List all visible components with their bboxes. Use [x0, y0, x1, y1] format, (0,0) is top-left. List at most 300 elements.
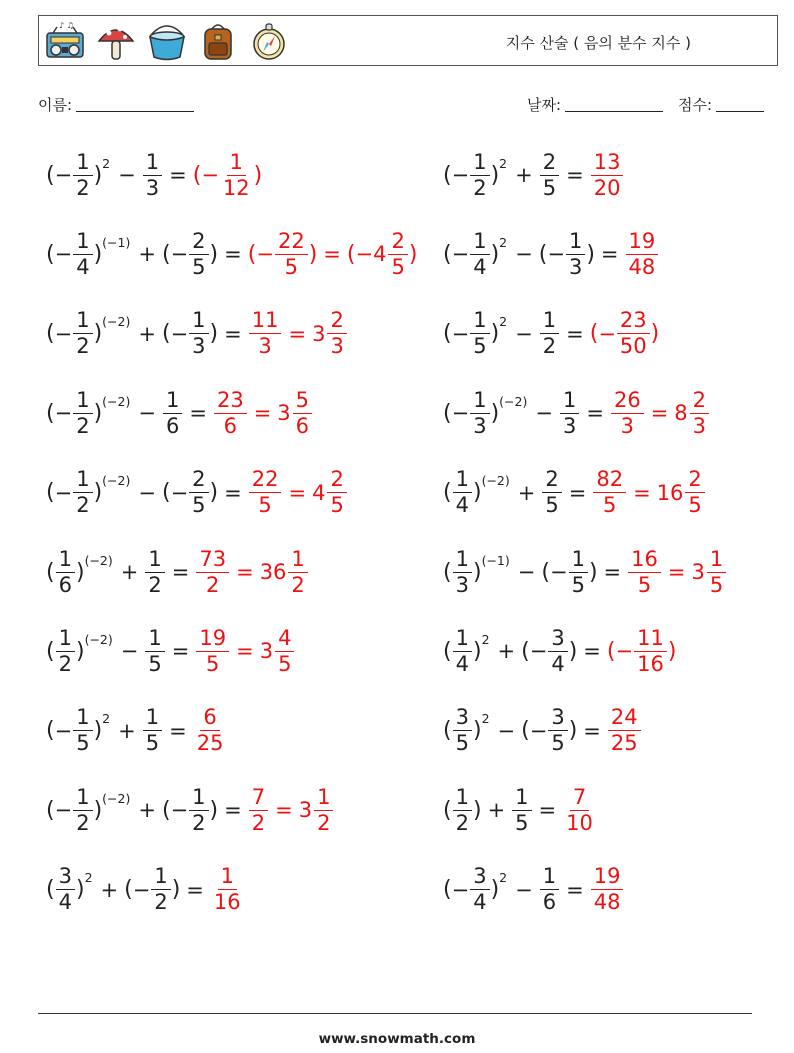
answer [592, 469, 705, 516]
fraction [73, 149, 92, 200]
parenthesis: ) [408, 241, 418, 267]
fraction-term [452, 625, 473, 676]
fraction [151, 866, 170, 913]
fraction-term [201, 149, 253, 200]
operator: − [515, 242, 533, 267]
fraction [453, 625, 472, 676]
equals-sign: = [169, 718, 187, 743]
answer [590, 866, 625, 913]
parenthesis: ) [93, 321, 103, 347]
denominator: 2 [473, 175, 487, 200]
exponent: 2 [102, 711, 111, 727]
fraction-term [590, 866, 625, 913]
numerator: 2 [540, 152, 559, 176]
fraction [569, 546, 588, 597]
minus-sign: − [54, 798, 73, 823]
fraction [453, 546, 472, 597]
whole-number: 3 [277, 401, 291, 426]
fraction-term [326, 469, 347, 516]
denominator: 5 [455, 731, 469, 756]
denominator: 5 [192, 254, 206, 279]
numerator: 5 [293, 390, 312, 414]
equals-sign: = [566, 163, 584, 187]
problem-item [46, 621, 295, 681]
parenthesis: ) [93, 718, 103, 744]
numerator: 1 [453, 469, 472, 493]
whole-number: 36 [259, 560, 287, 584]
fraction-term [530, 707, 569, 754]
operator: + [138, 242, 156, 267]
numerator: 1 [73, 707, 92, 731]
operator: − [120, 639, 139, 664]
denominator: 5 [603, 493, 617, 518]
denominator: 48 [628, 254, 656, 279]
exponent: (−2) [84, 631, 113, 647]
fraction-term [55, 866, 76, 913]
parenthesis: ( [46, 321, 55, 347]
numerator: 1 [512, 787, 531, 811]
parenthesis: ) [472, 480, 482, 506]
parenthesis: ) [490, 241, 500, 267]
fraction [249, 784, 268, 835]
numerator: 1 [73, 152, 92, 176]
parenthesis: ) [472, 797, 482, 823]
whole-number: 3 [298, 798, 313, 823]
denominator: 5 [148, 651, 162, 676]
fraction [275, 228, 308, 279]
denominator: 6 [223, 413, 237, 438]
fraction-term [144, 546, 165, 597]
denominator: 5 [473, 334, 487, 359]
exponent: 2 [84, 870, 93, 886]
fraction-term [387, 228, 408, 279]
parenthesis: ( [521, 638, 530, 664]
fraction-term [54, 784, 94, 835]
fraction-term [133, 866, 172, 913]
worksheet-title: 지수 산술 ( 음의 분수 지수 ) [505, 34, 691, 52]
numerator: 1 [560, 390, 579, 414]
numerator: 3 [453, 707, 472, 731]
answer [607, 707, 642, 754]
numerator: 2 [690, 390, 709, 414]
problem-expression [46, 784, 219, 835]
parenthesis: ) [253, 162, 263, 188]
operator: + [120, 560, 139, 584]
denominator: 5 [258, 493, 272, 518]
numerator: 1 [143, 707, 162, 731]
exponent: 2 [102, 155, 111, 171]
exponent: 2 [499, 155, 508, 171]
operator: − [535, 401, 553, 426]
fraction [470, 149, 489, 200]
minus-sign: − [170, 798, 189, 823]
minus-sign: − [529, 718, 548, 743]
numerator: 3 [548, 628, 567, 652]
denominator: 3 [473, 413, 487, 438]
operator: − [517, 560, 536, 584]
operator: − [497, 718, 516, 743]
fraction [548, 707, 567, 754]
fraction [327, 310, 346, 357]
denominator: 2 [76, 810, 90, 835]
parenthesis: ( [443, 797, 452, 823]
problem-item [443, 463, 706, 523]
parenthesis: ( [443, 400, 452, 426]
denominator: 48 [593, 890, 621, 915]
minus-sign: − [54, 321, 73, 346]
numerator: 23 [617, 310, 650, 334]
operator: − [138, 480, 156, 505]
problem-item [443, 780, 597, 840]
parenthesis: ) [490, 877, 500, 903]
answer [195, 546, 308, 597]
operator: = [236, 560, 254, 584]
numerator: 23 [214, 390, 247, 414]
equals-sign: = [186, 877, 204, 902]
fraction-term [452, 546, 473, 597]
problem-item [443, 542, 727, 602]
fraction [73, 387, 92, 438]
equals-sign: = [224, 321, 242, 346]
parenthesis: ( [192, 162, 202, 188]
denominator: 2 [251, 810, 266, 835]
denominator: 3 [330, 334, 344, 359]
exponent: (−2) [499, 393, 528, 409]
exponent: (−2) [481, 473, 510, 489]
problem-expression [46, 228, 219, 279]
numerator: 26 [611, 390, 644, 414]
equals-sign: = [600, 242, 619, 267]
equals-sign: = [171, 639, 190, 664]
fraction [73, 310, 92, 357]
fraction [73, 469, 92, 516]
fraction [591, 149, 624, 200]
denominator: 2 [58, 651, 72, 676]
fraction-term [55, 469, 94, 516]
problem-item [443, 145, 624, 205]
answer [247, 228, 418, 279]
denominator: 5 [391, 254, 405, 279]
denominator: 16 [637, 651, 664, 676]
fraction-term [615, 625, 668, 676]
denominator: 5 [145, 731, 160, 756]
parenthesis: ) [490, 400, 500, 426]
numerator: 1 [288, 549, 307, 573]
equals-sign: = [538, 798, 557, 823]
parenthesis: ) [308, 241, 318, 267]
fraction-term [55, 707, 94, 754]
numerator: 1 [143, 152, 162, 176]
denominator: 2 [76, 334, 90, 359]
denominator: 4 [455, 651, 469, 676]
parenthesis: ) [568, 718, 578, 744]
equals-sign: = [169, 163, 187, 187]
fraction [593, 469, 626, 516]
numerator: 1 [73, 469, 92, 493]
fraction-term [313, 784, 334, 835]
fraction-term [195, 625, 230, 676]
denominator: 12 [222, 175, 250, 200]
parenthesis: ( [161, 480, 171, 506]
footer-divider [38, 1013, 752, 1014]
numerator: 19 [196, 628, 229, 652]
numerator: 19 [626, 231, 659, 255]
denominator: 5 [688, 493, 702, 518]
operator: + [517, 480, 536, 505]
numerator: 73 [196, 549, 229, 573]
parenthesis: ( [46, 480, 55, 506]
fraction-term [539, 149, 560, 200]
parenthesis: ( [443, 718, 452, 744]
fraction-term [171, 310, 210, 357]
whole-number: 3 [259, 639, 274, 664]
fraction [249, 310, 282, 357]
fraction [453, 784, 472, 835]
denominator: 4 [455, 493, 469, 518]
problem-item [443, 860, 624, 920]
denominator: 3 [562, 413, 577, 438]
equals-sign: = [583, 718, 601, 743]
denominator: 2 [455, 810, 469, 835]
numerator: 19 [591, 866, 624, 890]
answer [248, 469, 348, 516]
fraction-term [539, 310, 560, 357]
fraction-term [54, 228, 94, 279]
answer [210, 866, 245, 913]
fraction-term [55, 625, 76, 676]
equals-sign: = [568, 480, 587, 505]
minus-sign: − [598, 321, 616, 346]
numerator: 1 [566, 231, 585, 255]
fraction-term [452, 707, 473, 754]
parenthesis: ( [46, 241, 55, 267]
denominator: 4 [473, 890, 487, 915]
fraction-term [451, 228, 491, 279]
operator: = [650, 401, 669, 426]
minus-sign: − [54, 401, 73, 426]
parenthesis: ) [209, 797, 219, 823]
operator: − [138, 401, 156, 426]
parenthesis: ( [443, 559, 452, 585]
fraction-term [144, 625, 165, 676]
denominator: 16 [213, 890, 241, 915]
exponent: 2 [499, 870, 508, 886]
fraction-term [559, 387, 580, 438]
denominator: 5 [551, 731, 565, 756]
numerator: 24 [608, 707, 641, 731]
exponent: (−2) [102, 314, 131, 330]
denominator: 4 [76, 254, 90, 279]
fraction-term [54, 149, 94, 200]
parenthesis: ( [521, 718, 530, 744]
denominator: 5 [76, 731, 90, 756]
denominator: 4 [473, 254, 487, 279]
denominator: 5 [571, 572, 585, 597]
numerator: 13 [591, 152, 624, 176]
whole-number: −4 [355, 242, 387, 267]
operator: − [515, 321, 533, 346]
parenthesis: ( [46, 559, 55, 585]
problem-expression [443, 866, 560, 913]
parenthesis: ) [75, 559, 85, 585]
denominator: 3 [145, 175, 160, 200]
problem-item [46, 860, 245, 920]
numerator: 1 [56, 549, 75, 573]
equals-sign: = [189, 401, 207, 426]
fraction [540, 310, 559, 357]
fraction [56, 625, 75, 676]
answer [562, 784, 597, 835]
parenthesis: ( [161, 241, 171, 267]
fraction-term [452, 469, 473, 516]
minus-sign: − [54, 718, 73, 743]
answer [248, 310, 348, 357]
operator: + [487, 798, 506, 823]
fraction-term [54, 387, 94, 438]
fraction-term [549, 546, 589, 597]
answer [590, 149, 625, 200]
fraction [512, 784, 531, 835]
numerator: 3 [548, 707, 567, 731]
numerator: 11 [249, 310, 282, 334]
whole-number: 3 [691, 560, 705, 584]
fraction-term [256, 228, 308, 279]
denominator: 4 [551, 651, 565, 676]
name-label: 이름: [38, 96, 73, 114]
minus-sign: − [549, 560, 568, 584]
fraction [220, 149, 253, 200]
fraction [189, 310, 208, 357]
fraction-term [248, 784, 269, 835]
operator: + [515, 163, 533, 187]
denominator: 25 [610, 731, 638, 756]
numerator: 1 [73, 390, 92, 414]
problem-item [443, 304, 659, 364]
fraction-term [162, 387, 183, 438]
answer [606, 625, 677, 676]
numerator: 16 [628, 549, 661, 573]
exponent: (−2) [102, 473, 131, 489]
fraction [707, 546, 726, 597]
exponent: 2 [481, 711, 490, 727]
operator: = [236, 639, 254, 664]
parenthesis: ( [46, 162, 55, 188]
fraction [288, 546, 307, 597]
date-label: 날짜: [527, 96, 562, 114]
numerator: 4 [275, 628, 294, 652]
whole-number: 4 [312, 480, 326, 505]
fraction [470, 387, 489, 438]
parenthesis: ( [443, 241, 452, 267]
denominator: 2 [192, 810, 206, 835]
equals-sign: = [171, 560, 190, 584]
denominator: 2 [76, 493, 90, 518]
parenthesis: ) [568, 638, 578, 664]
parenthesis: ) [490, 321, 500, 347]
parenthesis: ( [46, 877, 55, 903]
denominator: 50 [619, 334, 647, 359]
equals-sign: = [603, 560, 622, 584]
problem-expression [443, 228, 595, 279]
parenthesis: ( [541, 559, 550, 585]
numerator: 1 [73, 310, 92, 334]
minus-sign: − [54, 163, 73, 187]
minus-sign: − [451, 242, 470, 267]
fraction-term [170, 228, 210, 279]
numerator: 1 [163, 390, 182, 414]
parenthesis: ( [443, 321, 452, 347]
denominator: 5 [515, 810, 529, 835]
numerator: 1 [540, 866, 559, 890]
fraction-term [170, 784, 210, 835]
parenthesis: ( [46, 797, 55, 823]
parenthesis: ) [93, 480, 103, 506]
fraction [189, 228, 208, 279]
denominator: 3 [455, 572, 469, 597]
fraction [143, 149, 162, 200]
numerator: 1 [189, 310, 208, 334]
numerator: 1 [470, 152, 489, 176]
parenthesis: ) [171, 877, 181, 903]
fraction [453, 469, 472, 516]
numerator: 2 [327, 469, 346, 493]
parenthesis: ) [209, 241, 219, 267]
parenthesis: ( [46, 718, 55, 744]
denominator: 4 [58, 890, 72, 915]
problem-item [46, 224, 417, 284]
fraction-term [292, 387, 313, 438]
fraction [143, 707, 162, 754]
problem-expression [443, 707, 577, 754]
parenthesis: ) [588, 559, 598, 585]
numerator: 1 [145, 549, 164, 573]
denominator: 5 [637, 572, 652, 597]
parenthesis: ) [93, 400, 103, 426]
fraction [211, 866, 244, 913]
denominator: 2 [542, 334, 557, 359]
fraction [540, 149, 559, 200]
answer [625, 228, 660, 279]
problem-expression [443, 784, 533, 835]
minus-sign: − [170, 321, 189, 346]
minus-sign: − [451, 163, 470, 187]
denominator: 5 [206, 651, 220, 676]
problem-expression [46, 866, 180, 913]
problem-item [443, 701, 642, 761]
minus-sign: − [615, 639, 634, 664]
fraction [591, 866, 624, 913]
answer [590, 310, 660, 357]
problem-expression [443, 469, 563, 516]
fraction [685, 469, 704, 516]
denominator: 20 [593, 175, 621, 200]
fraction-term [539, 866, 560, 913]
fraction [690, 387, 709, 438]
fraction-term [195, 546, 230, 597]
fraction [196, 625, 229, 676]
denominator: 3 [692, 413, 707, 438]
fraction [214, 387, 247, 438]
svg-text:♪ ♫: ♪ ♫ [59, 21, 74, 30]
operator: = [288, 321, 307, 346]
fraction-term [625, 228, 660, 279]
equals-sign: = [583, 639, 601, 664]
fraction [628, 546, 661, 597]
problem-expression [46, 387, 183, 438]
answer [627, 546, 727, 597]
problem-expression [46, 546, 166, 597]
parenthesis: ( [247, 241, 257, 267]
